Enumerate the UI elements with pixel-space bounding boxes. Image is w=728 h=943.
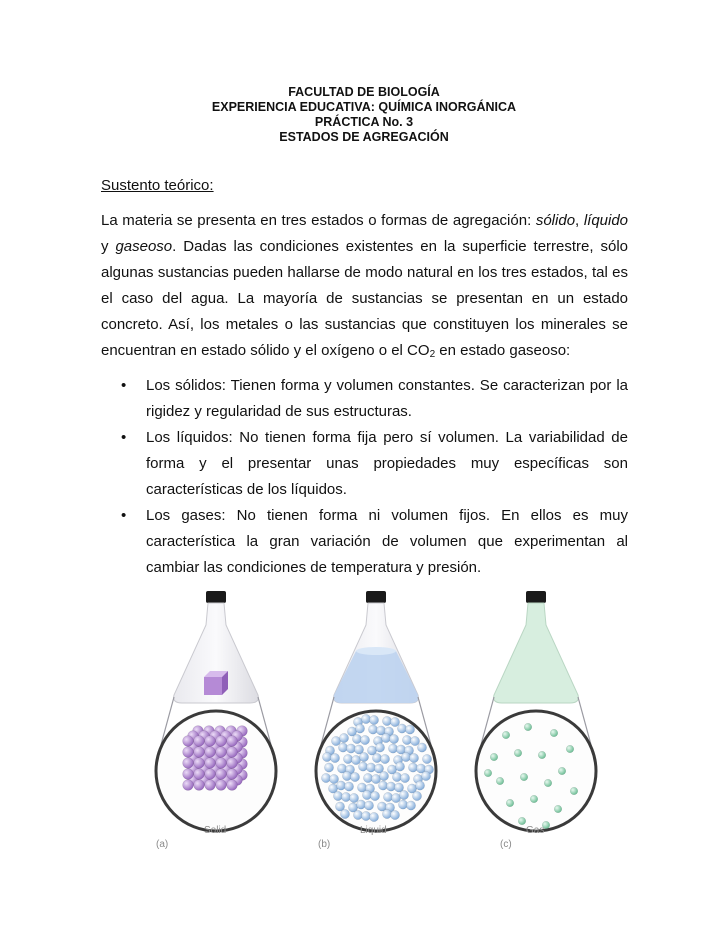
particle: [382, 716, 391, 725]
particle: [194, 736, 205, 747]
particle: [406, 801, 415, 810]
particle: [344, 782, 353, 791]
particle: [183, 736, 194, 747]
document-header: [0, 85, 728, 145]
particle: [194, 769, 205, 780]
particle: [324, 763, 333, 772]
particle: [524, 723, 532, 731]
particle: [346, 744, 355, 753]
letter-b: (b): [318, 839, 331, 850]
particle: [363, 773, 372, 782]
solid-particles: [183, 726, 248, 791]
paragraph-and: y: [101, 238, 116, 255]
particle: [361, 714, 370, 723]
particle: [379, 771, 388, 780]
particle: [205, 780, 216, 791]
label-gas: Gas: [526, 825, 545, 836]
particle: [358, 762, 367, 771]
header-faculty: FACULTAD DE BIOLOGÍA: [288, 85, 440, 99]
list-item-gases: [101, 503, 628, 581]
particle: [415, 781, 424, 790]
particle: [322, 752, 331, 761]
letter-c: (c): [500, 839, 512, 850]
states-list: [101, 373, 628, 581]
particle: [520, 773, 528, 781]
particle: [227, 769, 238, 780]
bullet-icon: •: [121, 429, 127, 446]
particle: [368, 725, 377, 734]
particle: [349, 793, 358, 802]
particle: [369, 715, 378, 724]
particle: [409, 753, 418, 762]
particle: [340, 809, 349, 818]
particle: [490, 753, 498, 761]
particle: [530, 795, 538, 803]
particle: [538, 751, 546, 759]
particle: [402, 735, 411, 744]
header-topic: ESTADOS DE AGREGACIÓN: [279, 130, 449, 144]
particle: [216, 736, 227, 747]
particle: [400, 773, 409, 782]
particle: [381, 733, 390, 742]
bullet-icon: •: [121, 377, 127, 394]
particle: [514, 749, 522, 757]
particle: [216, 747, 227, 758]
particle: [410, 736, 419, 745]
list-item-text: Los gases: No tienen forma ni volumen fijos. En ellos es muy característica la gran variación de volumen que experimentan al cambiar las condiciones de temperatura y presión.: [146, 507, 628, 576]
particle: [421, 771, 430, 780]
intro-paragraph: [101, 208, 628, 364]
particle: [369, 812, 378, 821]
particle: [395, 762, 404, 771]
header-course: EXPERIENCIA EDUCATIVA: QUÍMICA INORGÁNICA: [211, 100, 517, 114]
particle: [405, 725, 414, 734]
particle: [205, 736, 216, 747]
particle: [408, 763, 417, 772]
section-title: Sustento teórico:: [101, 177, 214, 194]
particle: [398, 800, 407, 809]
particle: [216, 769, 227, 780]
label-solid: Solid: [204, 825, 227, 836]
particle: [360, 735, 369, 744]
particle: [329, 774, 338, 783]
particle: [339, 733, 348, 742]
paragraph-text-3: en estado gaseoso:: [435, 342, 571, 359]
particle: [401, 752, 410, 761]
subscript-2: 2: [429, 349, 436, 360]
particle: [227, 780, 238, 791]
particle: [330, 753, 339, 762]
list-item-text: Los sólidos: Tienen forma y volumen constantes. Se caracterizan por la rigidez y regularidad de sus estructuras.: [146, 377, 628, 420]
states-of-matter-figure: [150, 585, 610, 855]
particle: [205, 758, 216, 769]
particle: [399, 790, 408, 799]
flask-solid: [174, 591, 259, 703]
particle: [183, 780, 194, 791]
particle: [227, 747, 238, 758]
particle: [518, 817, 526, 825]
particle: [390, 717, 399, 726]
particle: [364, 801, 373, 810]
particle: [388, 744, 397, 753]
particle: [390, 810, 399, 819]
particle: [227, 758, 238, 769]
particle: [194, 747, 205, 758]
paragraph-text-1: La materia se presenta en tres estados o formas de agregación:: [101, 212, 536, 229]
list-item-liquids: [101, 425, 628, 503]
particle: [355, 724, 364, 733]
particle: [412, 791, 421, 800]
list-item-text: Los líquidos: No tienen forma fija pero sí volumen. La variabilidad de forma y el presentar unas propiedades muy específicas son características de los líquidos.: [146, 429, 628, 498]
term-gaseoso: gaseoso: [115, 238, 173, 255]
header-practice: PRÁCTICA No. 3: [314, 115, 414, 129]
panel-liquid: [316, 591, 436, 850]
particle: [205, 769, 216, 780]
paragraph-comma: ,: [575, 212, 584, 229]
stopper-icon: [366, 591, 386, 603]
particle: [338, 743, 347, 752]
flask-gas: [494, 591, 579, 703]
particle: [378, 781, 387, 790]
gas-fill: [494, 603, 579, 703]
zoom-circle-gas: [476, 711, 596, 831]
particle: [216, 758, 227, 769]
panel-gas: [476, 591, 596, 850]
particle: [205, 747, 216, 758]
panel-solid: [156, 591, 276, 850]
particle: [417, 743, 426, 752]
stopper-icon: [526, 591, 546, 603]
particle: [397, 724, 406, 733]
label-liquid: Liquid: [360, 825, 387, 836]
particle: [550, 729, 558, 737]
letter-a: (a): [156, 839, 169, 850]
particle: [361, 811, 370, 820]
paragraph-text-2: . Dadas las condiciones existentes en la superficie terrestre, sólo algunas sustancias pueden hallarse de modo natural en los tres estados, tal es el caso del agua. La mayoría de sustancias se presentan en un estado concreto. Así, los metales o las sustancias que constituyen los minerales se encuentran en estado sólido y el oxígeno o el CO: [101, 238, 629, 359]
particle: [321, 773, 330, 782]
particle: [342, 771, 351, 780]
particle: [382, 809, 391, 818]
particle: [558, 767, 566, 775]
particle: [227, 736, 238, 747]
particle: [352, 734, 361, 743]
particle: [375, 743, 384, 752]
particle: [383, 792, 392, 801]
particle: [216, 780, 227, 791]
stopper-icon: [206, 591, 226, 603]
particle: [343, 754, 352, 763]
list-item-solids: [101, 373, 628, 425]
particle: [506, 799, 514, 807]
particle: [333, 791, 342, 800]
particle: [386, 782, 395, 791]
particle: [372, 753, 381, 762]
particle: [183, 758, 194, 769]
particle: [566, 745, 574, 753]
particle: [544, 779, 552, 787]
particle: [366, 763, 375, 772]
particle: [370, 791, 379, 800]
particle: [194, 758, 205, 769]
particle: [422, 754, 431, 763]
bullet-icon: •: [121, 507, 127, 524]
particle: [392, 772, 401, 781]
particle: [389, 734, 398, 743]
particle: [502, 731, 510, 739]
particle: [380, 754, 389, 763]
flask-liquid: [334, 591, 419, 703]
particle: [359, 752, 368, 761]
particle: [341, 792, 350, 801]
particle: [554, 805, 562, 813]
particle: [336, 781, 345, 790]
particle: [194, 780, 205, 791]
term-solido: sólido: [535, 212, 576, 229]
solid-cube-icon: [204, 671, 228, 695]
particle: [350, 772, 359, 781]
particle: [183, 747, 194, 758]
particle: [362, 790, 371, 799]
particle: [484, 769, 492, 777]
particle: [570, 787, 578, 795]
liquid-fill: [334, 651, 419, 703]
particle: [496, 777, 504, 785]
particle: [353, 810, 362, 819]
particle: [356, 800, 365, 809]
term-liquido: líquido: [583, 212, 629, 229]
particle: [183, 769, 194, 780]
